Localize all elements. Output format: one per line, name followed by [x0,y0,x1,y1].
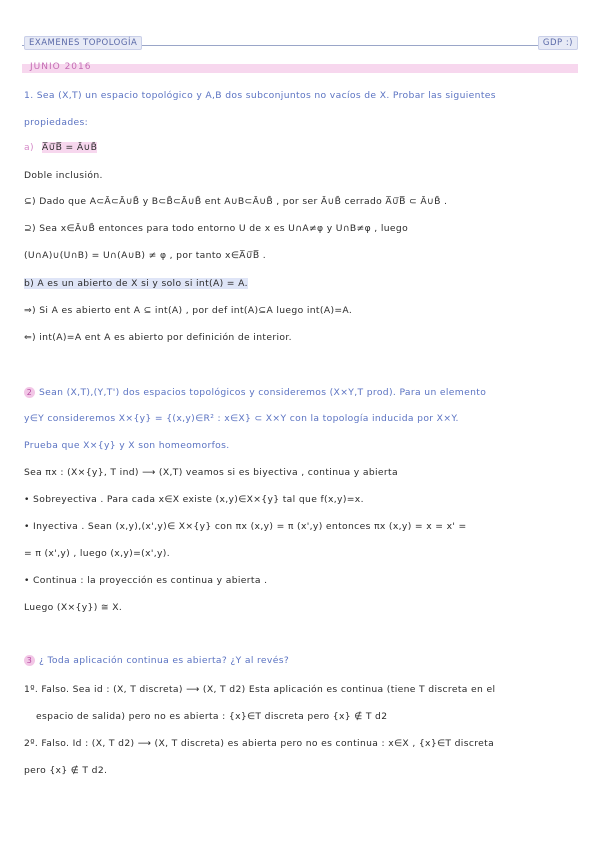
p1-part-a [24,142,97,154]
p1-part-b-backward: ⇐) int(A)=A ent A es abierto por definición de interior. [24,332,292,343]
p1-subset-proof: ⊆) Dado que A⊂Ā⊂Ā∪B̄ y B⊂B̄⊂Ā∪B̄ ent A∪B⊂Ā∪B̄ , por ser Ā∪B̄ cerrado A̅∪̅B̅ ⊂ Ā∪B̄ . [24,196,448,207]
p3-number-badge: 3 [24,655,35,666]
p1-part-a-label: a) [24,142,34,153]
p1-supset-proof-2: (U∩A)∪(U∩B) = U∩(A∪B) ≠ φ , por tanto x∈A̅∪̅B̅ . [24,250,267,261]
p2-statement-1-text: Sean (X,T),(Y,T') dos espacios topológicos y consideremos (X×Y,T prod). Para un elemento [39,387,487,398]
header-title-tag: EXAMENES TOPOLOGÍA [24,36,142,50]
p2-sea-line: Sea πx : (X×{y}, T ind) ⟶ (X,T) veamos si es biyectiva , continua y abierta [24,467,398,478]
p2-conclusion: Luego (X×{y}) ≅ X. [24,602,123,613]
p1-part-b-text: b) A es un abierto de X si y solo si int(A) = A. [24,278,248,289]
exam-date: JUNIO 2016 [30,62,92,72]
p2-number-badge: 2 [24,387,35,398]
p1-double-inclusion: Doble inclusión. [24,170,103,181]
p3-answer-2: 2º. Falso. Id : (X, T d2) ⟶ (X, T discreta) es abierta pero no es continua : x∈X , {x}∈T discreta [24,738,495,749]
p2-continua: • Continua : la proyección es continua y abierta . [24,575,268,586]
p1-part-a-formula: A̅∪̅B̅ = Ā∪B̄ [41,142,98,153]
p3-statement [24,655,289,667]
p2-statement-3: Prueba que X×{y} y X son homeomorfos. [24,440,230,451]
p2-statement-1 [24,387,486,399]
p1-part-b [24,278,248,290]
header-author-tag: GDP :) [538,36,578,50]
p1-part-b-forward: ⇒) Si A es abierto ent A ⊆ int(A) , por def int(A)⊆A luego int(A)=A. [24,305,353,316]
date-highlight [22,64,578,73]
p2-sobreyectiva: • Sobreyectiva . Para cada x∈X existe (x,y)∈X×{y} tal que f(x,y)=x. [24,494,364,505]
p1-statement-2: propiedades: [24,117,89,128]
p2-inyectiva-2: = π (x',y) , luego (x,y)=(x',y). [24,548,170,559]
p3-answer-1: 1º. Falso. Sea id : (X, T discreta) ⟶ (X, T d2) Esta aplicación es continua (tiene T discreta en el [24,684,496,695]
p2-statement-2: y∈Y consideremos X×{y} = {(x,y)∈R² : x∈X} ⊂ X×Y con la topología inducida por X×Y. [24,413,459,424]
p3-statement-text: ¿ Toda aplicación continua es abierta? ¿Y al revés? [39,655,290,666]
p1-statement-1: 1. Sea (X,T) un espacio topológico y A,B dos subconjuntos no vacíos de X. Probar las siguientes [24,90,496,101]
p1-supset-proof: ⊇) Sea x∈Ā∪B̄ entonces para todo entorno U de x es U∩A≠φ y U∩B≠φ , luego [24,223,409,234]
p2-inyectiva: • Inyectiva . Sean (x,y),(x',y)∈ X×{y} con πx (x,y) = π (x',y) entonces πx (x,y) = x = x' = [24,521,467,532]
p3-answer-1b: espacio de salida) pero no es abierta : {x}∈T discreta pero {x} ∉ T d2 [36,711,388,722]
p3-answer-2b: pero {x} ∉ T d2. [24,765,108,776]
